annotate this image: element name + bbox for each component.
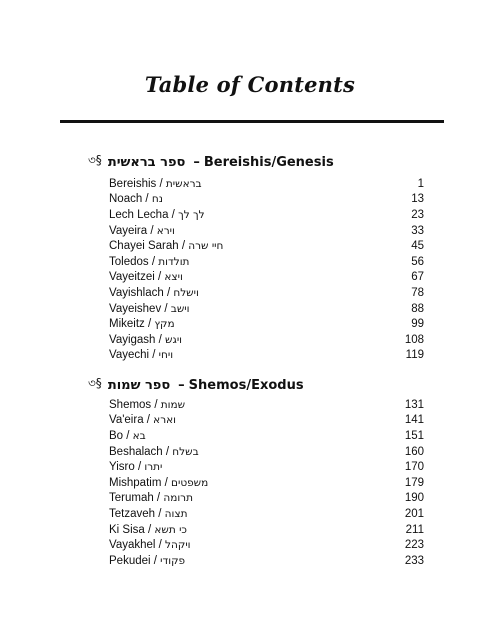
entry-title	[109, 209, 205, 221]
entry-page-number: 151	[404, 429, 424, 442]
entry-page-number: 45	[411, 240, 424, 253]
entry-page-number: 13	[411, 193, 424, 206]
section-heading	[88, 152, 428, 172]
entry-english-name: Shemos /	[109, 398, 161, 411]
entry-english-name: Tetzaveh /	[109, 507, 165, 520]
entry-english-name: Bo /	[109, 429, 133, 442]
entry-title	[109, 492, 193, 504]
entry-page-number: 233	[404, 554, 424, 567]
entry-hebrew-name: מקץ	[154, 318, 175, 331]
entry-english-name: Vayeira /	[109, 224, 157, 237]
entry-title	[109, 539, 191, 551]
page-title: Table of Contents	[144, 72, 356, 97]
entry-hebrew-name: ויקהל	[165, 539, 191, 552]
toc-entry[interactable]	[109, 428, 424, 444]
entry-hebrew-name: יתרו	[144, 461, 163, 474]
toc-entry[interactable]	[109, 176, 424, 192]
toc-entry[interactable]	[109, 348, 424, 364]
entry-hebrew-name: בראשית	[165, 177, 202, 190]
entry-english-name: Pekudei /	[109, 554, 161, 567]
toc-entry[interactable]	[109, 459, 424, 475]
entry-page-number: 141	[404, 414, 424, 427]
entry-page-number: 108	[404, 333, 424, 346]
entry-english-name: Mishpatim /	[109, 476, 171, 489]
toc-entry[interactable]	[109, 491, 424, 507]
entry-hebrew-name: תרומה	[163, 492, 194, 505]
toc-entry[interactable]	[109, 238, 424, 254]
entry-page-number: 119	[405, 349, 424, 362]
toc-entry[interactable]	[109, 444, 424, 460]
toc-entry[interactable]	[109, 223, 424, 239]
entry-list	[109, 176, 424, 363]
entry-english-name: Vayigash /	[109, 333, 166, 346]
toc-entry[interactable]	[109, 553, 424, 569]
entry-page-number: 1	[417, 177, 424, 190]
entry-title	[109, 193, 163, 205]
entry-hebrew-name: וארא	[153, 414, 176, 427]
section-dash: –	[178, 377, 185, 393]
entry-page-number: 131	[404, 398, 424, 411]
entry-hebrew-name: כי תשא	[154, 523, 187, 536]
entry-hebrew-name: תולדות	[158, 255, 190, 268]
entry-english-name: Vayeishev /	[109, 302, 171, 315]
section-dash: –	[193, 154, 200, 170]
toc-entry[interactable]	[109, 506, 424, 522]
entry-page-number: 99	[411, 318, 424, 331]
entry-title	[109, 461, 162, 473]
entry-page-number: 201	[404, 507, 424, 520]
entry-english-name: Yisro /	[109, 461, 145, 474]
ornament-icon: ৩§	[88, 153, 102, 167]
entry-title	[109, 555, 185, 567]
entry-page-number: 67	[411, 271, 424, 284]
section-english-title: Shemos/Exodus	[188, 377, 304, 393]
entry-page-number: 23	[411, 208, 424, 221]
entry-english-name: Vayakhel /	[109, 539, 166, 552]
entry-page-number: 179	[404, 476, 424, 489]
entry-title	[109, 446, 199, 458]
entry-hebrew-name: חיי שרה	[188, 240, 224, 253]
section-hebrew-title: ספר בראשית	[107, 154, 186, 170]
entry-page-number: 170	[404, 461, 424, 474]
entry-title	[109, 287, 199, 299]
entry-english-name: Lech Lecha /	[109, 208, 179, 221]
entry-title	[109, 318, 175, 330]
entry-page-number: 56	[411, 255, 424, 268]
title-divider	[60, 120, 444, 123]
entry-title	[109, 414, 176, 426]
entry-hebrew-name: משפטים	[171, 476, 209, 489]
entry-english-name: Vayechi /	[109, 349, 159, 362]
entry-hebrew-name: שמות	[160, 398, 186, 411]
toc-entry[interactable]	[109, 254, 424, 270]
entry-title	[109, 508, 187, 520]
entry-hebrew-name: ויגש	[165, 333, 183, 346]
entry-title	[109, 349, 173, 361]
toc-entry[interactable]	[109, 413, 424, 429]
entry-english-name: Chayei Sarah /	[109, 240, 189, 253]
entry-english-name: Beshalach /	[109, 445, 173, 458]
entry-hebrew-name: תצוה	[164, 507, 188, 520]
toc-entry[interactable]	[109, 475, 424, 491]
entry-hebrew-name: ויצא	[164, 271, 183, 284]
entry-page-number: 78	[411, 286, 424, 299]
toc-entry[interactable]	[109, 397, 424, 413]
entry-page-number: 190	[404, 492, 424, 505]
entry-english-name: Toledos /	[109, 255, 159, 268]
entry-english-name: Ki Sisa /	[109, 523, 155, 536]
section-english-title: Bereishis/Genesis	[203, 154, 334, 170]
entry-page-number: 223	[404, 539, 424, 552]
entry-title	[109, 334, 182, 346]
entry-english-name: Va'eira /	[109, 414, 154, 427]
entry-hebrew-name: נח	[151, 193, 163, 206]
ornament-icon: ৩§	[88, 376, 102, 390]
entry-english-name: Noach /	[109, 193, 152, 206]
entry-title	[109, 225, 175, 237]
entry-page-number: 88	[411, 302, 424, 315]
toc-entry[interactable]	[109, 332, 424, 348]
toc-entry[interactable]	[109, 270, 424, 286]
entry-hebrew-name: בא	[132, 429, 146, 442]
entry-hebrew-name: וישב	[170, 302, 190, 315]
entry-title	[109, 256, 189, 268]
section-heading	[88, 375, 428, 395]
entry-title	[109, 524, 187, 536]
entry-english-name: Vayeitzei /	[109, 271, 165, 284]
entry-english-name: Terumah /	[109, 492, 164, 505]
entry-hebrew-name: ויחי	[158, 349, 174, 362]
entry-english-name: Bereishis /	[109, 177, 166, 190]
entry-list	[109, 397, 424, 569]
toc-entry[interactable]	[109, 192, 424, 208]
toc-entry[interactable]	[109, 316, 424, 332]
entry-page-number: 160	[404, 445, 424, 458]
entry-title	[109, 240, 223, 252]
section-hebrew-title: ספר שמות	[107, 377, 171, 393]
entry-english-name: Mikeitz /	[109, 318, 155, 331]
toc-entry[interactable]	[109, 522, 424, 538]
entry-hebrew-name: לך לך	[178, 208, 205, 221]
entry-page-number: 211	[405, 523, 424, 536]
entry-title	[109, 430, 146, 442]
entry-title	[109, 303, 190, 315]
toc-entry[interactable]	[109, 207, 424, 223]
toc-entry[interactable]	[109, 285, 424, 301]
entry-title	[109, 178, 202, 190]
entry-hebrew-name: בשלח	[172, 445, 199, 458]
entry-english-name: Vayishlach /	[109, 286, 174, 299]
toc-entry[interactable]	[109, 537, 424, 553]
entry-hebrew-name: וישלח	[173, 286, 199, 299]
toc-entry[interactable]	[109, 301, 424, 317]
entry-page-number: 33	[411, 224, 424, 237]
entry-hebrew-name: פקודי	[160, 554, 186, 567]
entry-title	[109, 477, 208, 489]
entry-hebrew-name: וירא	[156, 224, 175, 237]
entry-title	[109, 399, 185, 411]
entry-title	[109, 271, 183, 283]
